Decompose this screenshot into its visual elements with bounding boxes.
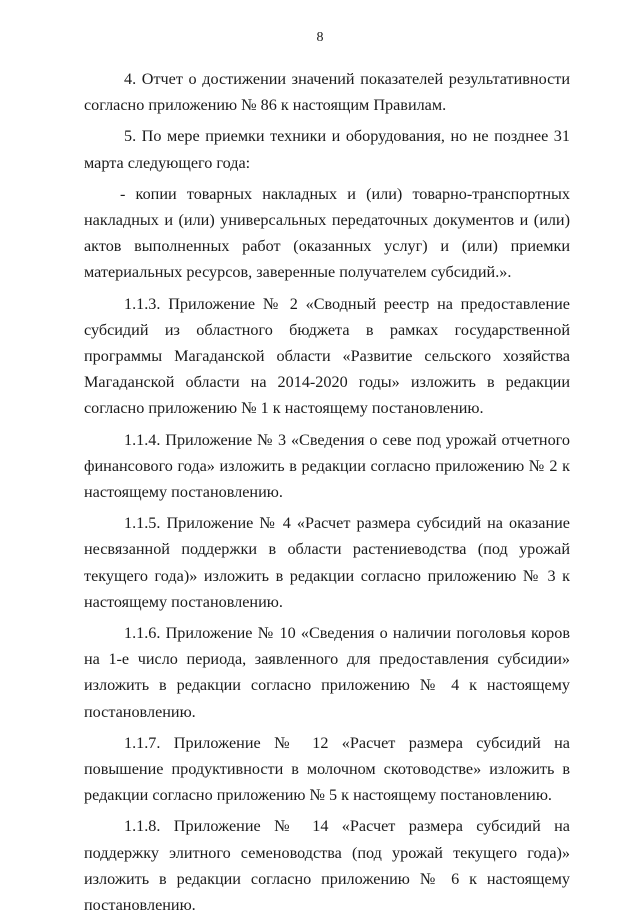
paragraph-1-1-4: 1.1.4. Приложение № 3 «Сведения о севе под урожай отчетного финансового года» изложить в редакции согласно приложению № 2 к настоящему постановлению. [84, 430, 570, 502]
paragraph-report-item-4: 4. Отчет о достижении значений показателей результативности согласно приложению № 86 к настоящим Правилам. [84, 70, 570, 115]
paragraph-1-1-5: 1.1.5. Приложение № 4 «Расчет размера субсидий на оказание несвязанной поддержки в области растениеводства (под урожай текущего года)» изложить в редакции согласно приложению № 3 к настоящему постановлению. [84, 514, 570, 611]
paragraph-1-1-3: 1.1.3. Приложение № 2 «Сводный реестр на предоставление субсидий из областного бюджета в рамках государственной программы Магаданской области «Развитие сельского хозяйства Магаданской области на 2014-2020 годы» изложить в редакции согласно приложению № 1 к настоящему постановлению. [84, 294, 570, 418]
document-body [84, 66, 570, 923]
page-number: 8 [316, 30, 324, 45]
paragraph-1-1-7: 1.1.7. Приложение № 12 «Расчет размера субсидий на повышение продуктивности в молочном скотоводстве» изложить в редакции согласно приложению № 5 к настоящему постановлению. [84, 733, 570, 805]
paragraph-bullet-copies: - копии товарных накладных и (или) товарно-транспортных накладных и (или) универсальных передаточных документов и (или) актов выполненных работ (оказанных услуг) и (или) приемки материальных ресурсов, заверенные получателем субсидий.». [84, 184, 570, 282]
paragraph-1-1-6: 1.1.6. Приложение № 10 «Сведения о наличии поголовья коров на 1-е число периода, заявленного для предоставления субсидии» изложить в редакции согласно приложению № 4 к настоящему постановлению. [84, 624, 570, 721]
paragraph-1-1-8: 1.1.8. Приложение № 14 «Расчет размера субсидий на поддержку элитного семеноводства (под урожай текущего года)» изложить в редакции согласно приложению № 6 к настоящему постановлению. [84, 817, 570, 915]
paragraph-item-5: 5. По мере приемки техники и оборудования, но не позднее 31 марта следующего года: [84, 127, 570, 172]
